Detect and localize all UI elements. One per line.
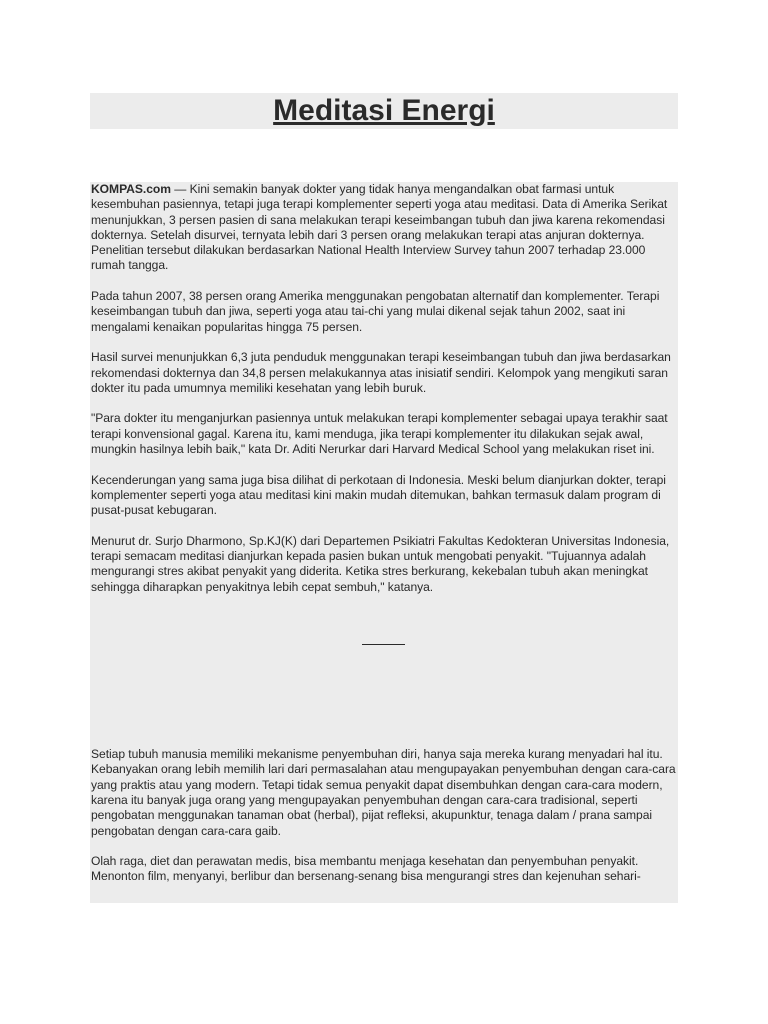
paragraph: Pada tahun 2007, 38 persen orang Amerika menggunakan pengobatan alternatif dan komplementer. Terapi keseimbangan tubuh dan jiwa, seperti yoga atau tai-chi yang mulai dikenal sejak tahun 2002, saat ini mengalami kenaikan popularitas hingga 75 persen.: [91, 289, 660, 334]
paragraph: "Para dokter itu menganjurkan pasiennya untuk melakukan terapi komplementer sebagai upaya terakhir saat terapi konvensional gagal. Karena itu, kami menduga, jika terapi komplementer itu dilakukan sejak awal, mungkin hasilnya lebih baik," kata Dr. Aditi Nerurkar dari Harvard Medical School yang melakukan riset ini.: [91, 411, 668, 457]
lead-text: — Kini semakin banyak dokter yang tidak hanya mengandalkan obat farmasi untuk kesembuhan pasiennya, tetapi juga terapi komplementer seperti yoga atau meditasi. Data di Amerika Serikat menunjukkan, 3 persen pasien di sana melakukan terapi keseimbangan tubuh dan jiwa karena rekomendasi dokternya. Setelah disurvei, ternyata lebih dari 3 persen orang melakukan terapi atas anjuran dokternya. Penelitian tersebut dilakukan berdasarkan National Health Interview Survey tahun 2007 terhadap 23.000 rumah tangga.: [91, 182, 668, 273]
paragraph: Setiap tubuh manusia memiliki mekanisme penyembuhan diri, hanya saja mereka kurang menyadari hal itu. Kebanyakan orang lebih memilih lari dari permasalahan atau mengupayakan penyembuhan dengan cara-cara yang praktis atau yang modern. Tetapi tidak semua penyakit dapat disembuhkan dengan cara-cara modern, karena itu banyak juga orang yang mengupayakan penyembuhan dengan cara-cara tradisional, seperti pengobatan menggunakan tanaman obat (herbal), pijat refleksi, akupunktur, tenaga dalam / prana sampai pengobatan dengan cara-cara gaib.: [91, 747, 676, 838]
paragraph: Kecenderungan yang sama juga bisa dilihat di perkotaan di Indonesia. Meski belum dianjurkan dokter, terapi komplementer seperti yoga atau meditasi kini makin mudah ditemukan, bahkan termasuk dalam program di pusat-pusat kebugaran.: [91, 472, 666, 518]
section-separator: [362, 644, 405, 645]
paragraph: Menurut dr. Surjo Dharmono, Sp.KJ(K) dari Departemen Psikiatri Fakultas Kedokteran Universitas Indonesia, terapi semacam meditasi dianjurkan kepada pasien bukan untuk mengobati penyakit. "Tujuannya adalah mengurangi stres akibat penyakit yang diderita. Ketika stres berkurang, kekebalan tubuh akan meningkat sehingga diharapkan penyakitnya lebih cepat sembuh," katanya.: [91, 533, 670, 594]
lead-paragraph: [90, 182, 678, 274]
page-title: Meditasi Energi: [273, 94, 495, 127]
source-label: KOMPAS.com: [91, 182, 171, 196]
paragraph: Hasil survei menunjukkan 6,3 juta penduduk menggunakan terapi keseimbangan tubuh dan jiwa berdasarkan rekomendasi dokternya dan 34,8 persen melakukannya atas inisiatif sendiri. Kelompok yang mengikuti saran dokter itu pada umumnya memiliki kesehatan yang lebih buruk.: [91, 350, 671, 395]
paragraph: Olah raga, diet dan perawatan medis, bisa membantu menjaga kesehatan dan penyembuhan penyakit. Menonton film, menyanyi, berlibur dan bersenang-senang bisa mengurangi stres dan kejenuhan sehari-: [91, 854, 641, 884]
article-body: [90, 182, 678, 903]
separator-block: [90, 595, 678, 747]
